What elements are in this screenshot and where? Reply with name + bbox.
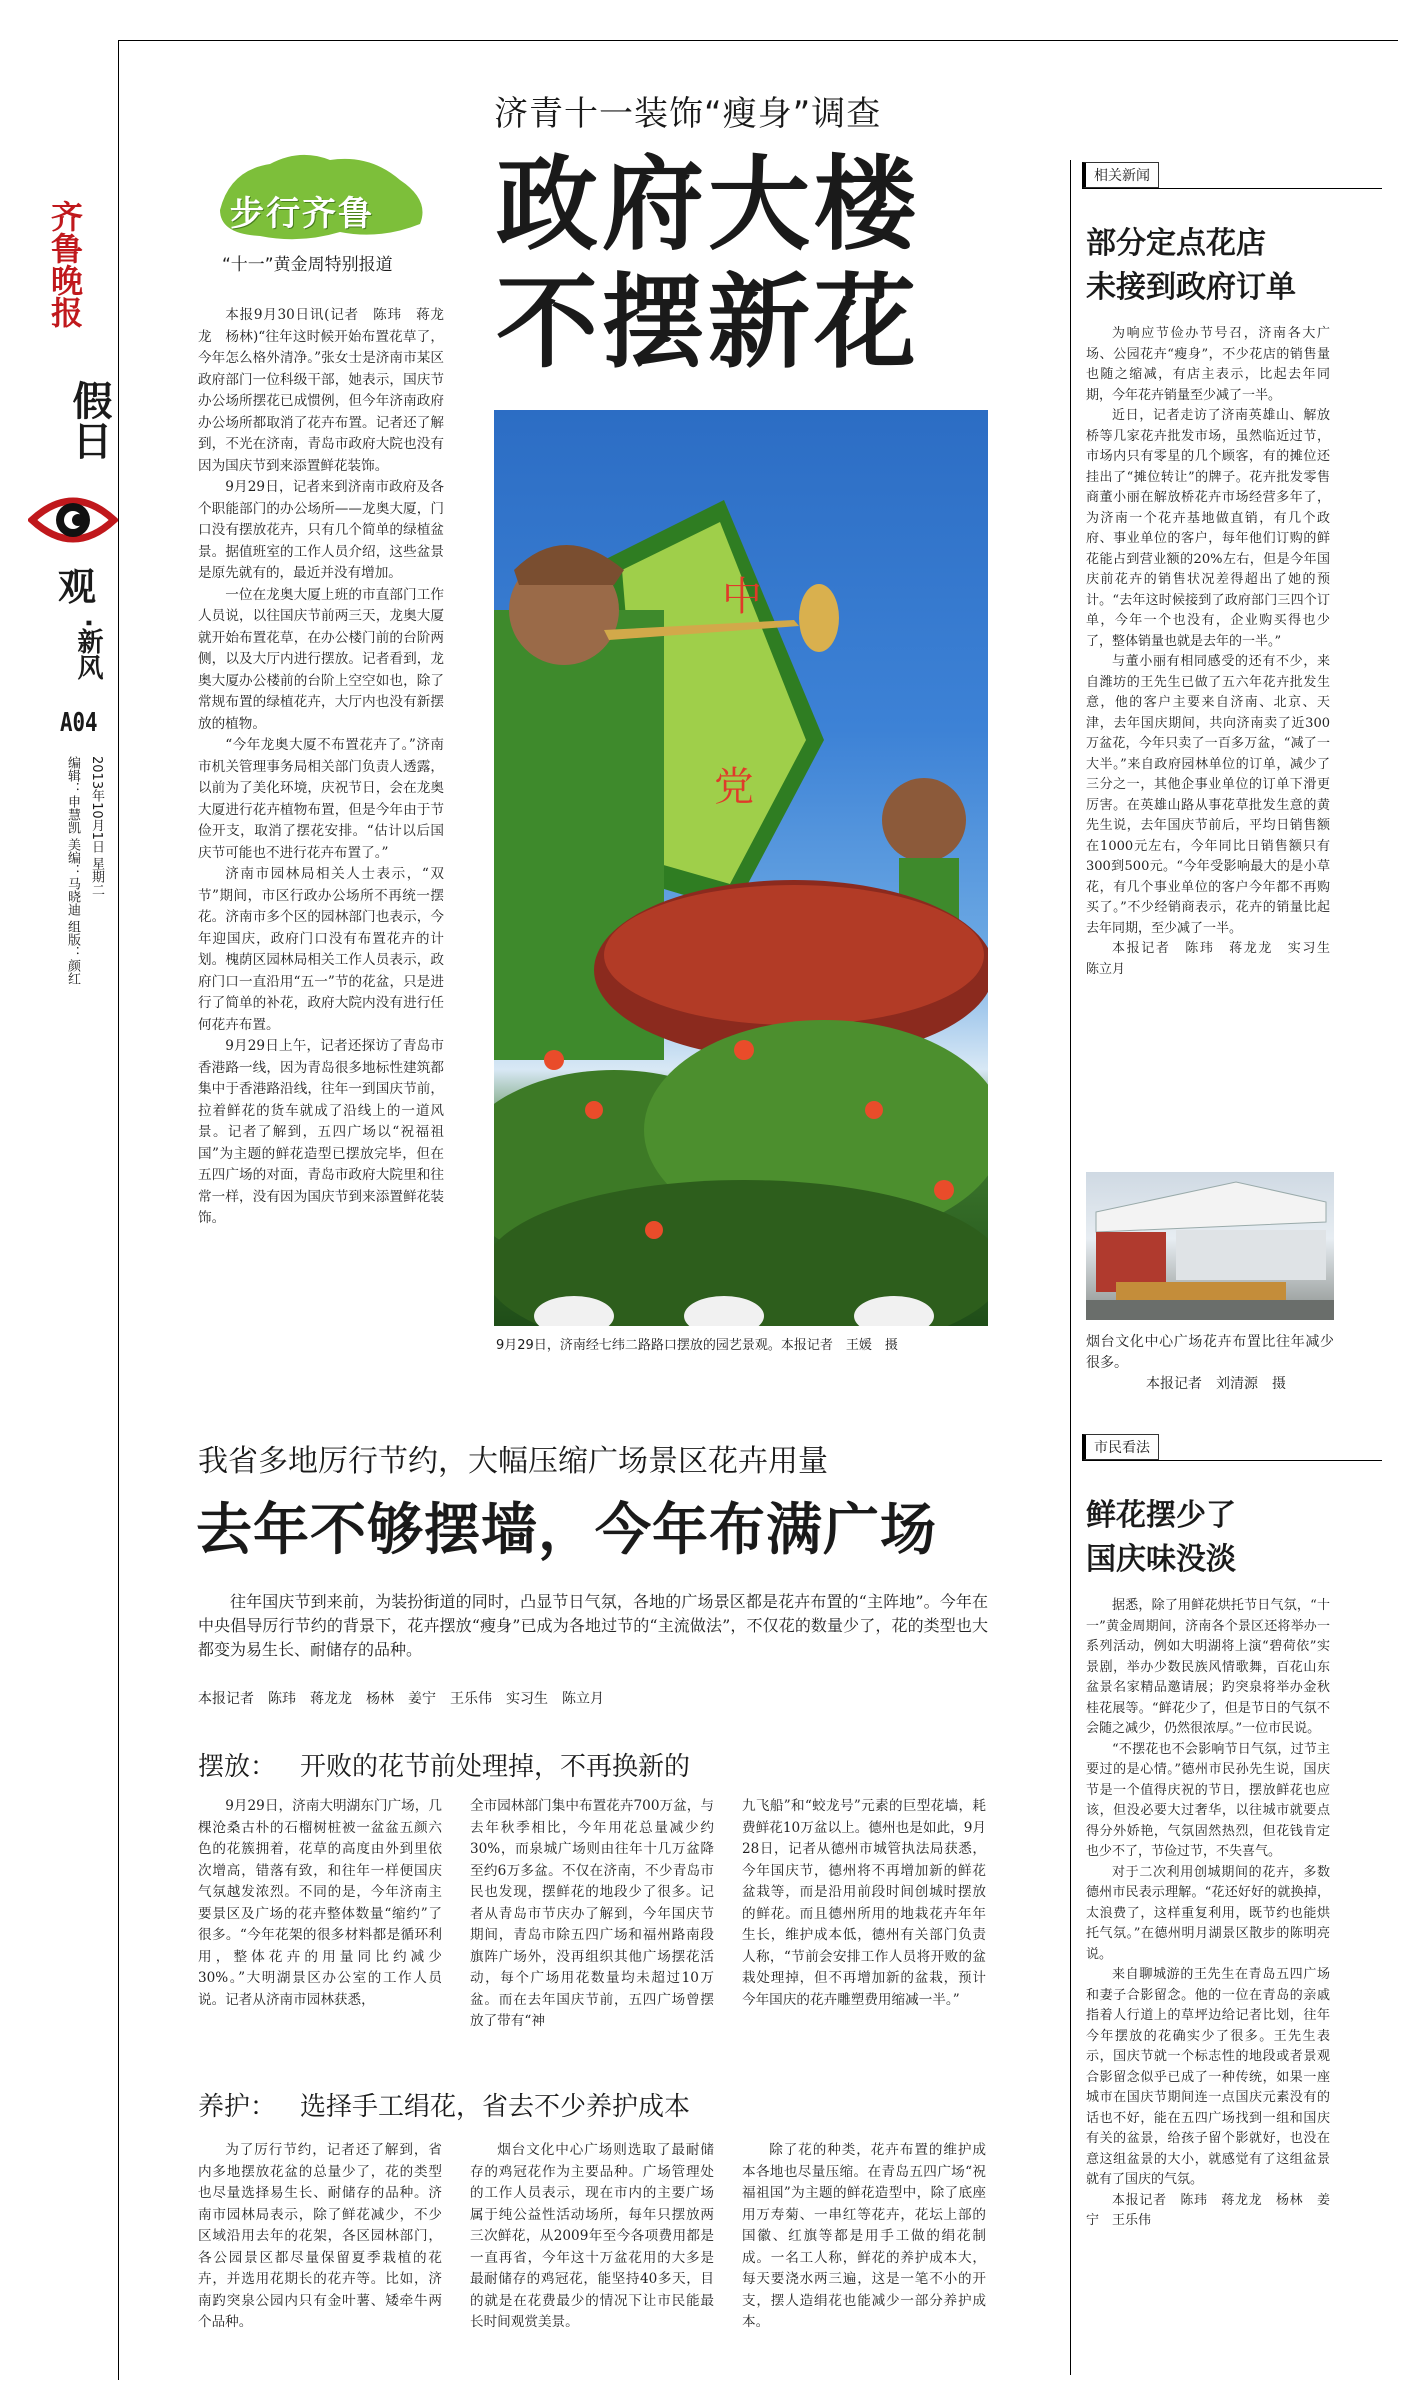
section-title-mid: 观 <box>58 565 97 609</box>
sub1-column: 九飞船”和“蛟龙号”元素的巨型花墙，耗费鲜花10万盆以上。德州也是如此，9月28日，记者从德州市城管执法局获悉，今年国庆节，德州将不再增加新的鲜花盆栽等，而是沿用前段时间创城时摆放的鲜花。而且德州所用的地栽花卉年年生长，维护成本低，德州有关部门负责人称，“节前会安排工作人员将开败的盆栽处理掉，但不再增加新的盆栽，预计今年国庆的花卉雕塑费用缩减一半。” <box>742 1798 986 2008</box>
sub1-label: 摆放： <box>198 1752 277 1782</box>
sidebar1-paragraph: 为响应节俭办节号召，济南各大广场、公园花卉“瘦身”，不少花店的销售量也随之缩减，有店主表示，比起去年同期，今年花卉销量至少减了一半。 <box>1086 326 1330 403</box>
sidebar1-photo-caption: 烟台文化中心广场花卉布置比往年减少很多。 <box>1086 1334 1334 1371</box>
sidebar1-paragraph: 近日，记者走访了济南英雄山、解放桥等几家花卉批发市场，虽然临近过节，市场内只有零星的几个顾客，有的摊位还挂出了“摊位转让”的牌子。花卉批发零售商董小丽在解放桥花卉市场经营多年了，为济南一个花卉基地做直销，有几个政府、事业单位的客户，每年他们订购的鲜花能占到营业额的20%左右，但是今年国庆前花卉的销售状况差得超出了她的预计。“去年这时候接到了政府部门三四个订单，今年一个也没有，企业购买得也少了，整体销量也就是去年的一半。” <box>1086 408 1330 649</box>
sidebar2-paragraph: “不摆花也不会影响节日气氛，过节主要过的是心情。”德州市民孙先生说，国庆节是一个值得庆祝的节日，摆放鲜花也应该，但没必要大过奢华，以往城市就要点得分外娇艳，气氛固然热烈，但花钱肯定也少不了，节俭过节，不失喜气。 <box>1086 1741 1330 1859</box>
sub2-label: 养护： <box>198 2092 277 2122</box>
sidebar1-paragraph: 本报记者 陈玮 蒋龙龙 实习生 陈立月 <box>1086 941 1344 977</box>
page-number: A04 <box>60 708 98 738</box>
sidebar2-rule <box>1082 1460 1382 1461</box>
sidebar1-rule <box>1082 188 1382 189</box>
dateline: 2013年10月1日 星期二 <box>89 756 104 897</box>
related-news-tag: 相关新闻 <box>1082 162 1159 188</box>
second-kicker: 我省多地厉行节约，大幅压缩广场景区花卉用量 <box>198 1444 828 1479</box>
sidebar-divider <box>1070 160 1071 2375</box>
section-subtitle: ·新风 <box>73 618 103 680</box>
second-headline: 去年不够摆墙，今年布满广场 <box>196 1497 937 1563</box>
sidebar1-paragraph: 与董小丽有相同感受的还有不少，来自潍坊的王先生已做了五六年花卉批发生意，他的客户主要来自济南、北京、天津，去年国庆期间，共向济南卖了近300万盆花，今年只卖了一百多万盆，“减了一大半。”来自政府园林单位的订单，减少了三分之一，其他企事业单位的订单下滑更厉害。在英雄山路从事花草批发生意的黄先生说，去年国庆节前后，平均日销售额在1000元左右，今年同比日销售额只有300到500元。“今年受影响最大的是小草花，有几个事业单位的客户今年都不再购买了。”不少经销商表示，花卉的销量比起去年同期，至少减了一半。 <box>1086 654 1330 936</box>
sidebar1-title-2: 未接到政府订单 <box>1086 270 1296 305</box>
sub1-column: 全市园林部门集中布置花卉700万盆，与去年秋季相比，今年用花总量减少约30%，而泉城广场则由往年十几万盆降至约6万多盆。不仅在济南，不少青岛市民也发现，摆鲜花的地段少了很多。记者从青岛市节庆办了解到，今年国庆节期间，青岛市除五四广场和福州路南段旗阵广场外，没再组织其他广场摆花活动，每个广场用花数量均未超过10万盆。而在去年国庆节前，五四广场曾摆放了带有“神 <box>470 1798 714 2029</box>
sidebar2-paragraph: 对于二次利用创城期间的花卉，多数德州市民表示理解。“花还好好的就换掉，太浪费了，这样重复利用，既节约也能烘托气氛。”在德州明月湖景区散步的陈明亮说。 <box>1086 1864 1330 1962</box>
eye-logo-icon <box>28 490 118 550</box>
sidebar2-title-1: 鲜花摆少了 <box>1086 1498 1236 1533</box>
sub2-column: 为了厉行节约，记者还了解到，省内多地摆放花盆的总量少了，花的类型也尽量选择易生长、耐储存的品种。济南市园林局表示，除了鲜花减少，不少区域沿用去年的花架，各区园林部门，各公园景区都尽量保留夏季栽植的花卉，并选用花期长的花卉等。比如，济南趵突泉公园内只有金叶薯、矮牵牛两个品种。 <box>198 2142 442 2330</box>
second-lead: 往年国庆节到来前，为装扮街道的同时，凸显节日气氛，各地的广场景区都是花卉布置的“主阵地”。今年在中央倡导厉行节约的背景下，花卉摆放“瘦身”已成为各地过节的“主流做法”，不仅花的数量少了，花的类型也大都变为易生长、耐储存的品种。 <box>198 1592 988 1659</box>
lead-photo <box>494 410 988 1326</box>
lead-headline-2: 不摆新花 <box>496 263 920 383</box>
sidebar2-title-2: 国庆味没淡 <box>1086 1542 1236 1577</box>
sidebar1-photo-credit: 本报记者 刘清源 摄 <box>1146 1376 1286 1392</box>
second-byline: 本报记者 陈玮 蒋龙龙 杨林 姜宁 王乐伟 实习生 陈立月 <box>198 1691 604 1707</box>
lead-kicker: 济青十一装饰“瘦身”调查 <box>494 94 882 134</box>
sidebar2-paragraph: 据悉，除了用鲜花烘托节日气氛，“十一”黄金周期间，济南各个景区还将举办一系列活动，例如大明湖将上演“碧荷依”实景剧，举办少数民族风情歌舞，百花山东盆景名家精品邀请展；趵突泉将举办金秋桂花展等。“鲜花少了，但是节日的气氛不会随之减少，仍然很浓厚。”一位市民说。 <box>1086 1598 1330 1736</box>
lead-headline-1: 政府大楼 <box>496 145 920 265</box>
sidebar1-photo <box>1086 1172 1334 1320</box>
section-title-top: 假日 <box>66 380 112 460</box>
lead-article-body <box>198 305 444 1230</box>
svg-text:党: 党 <box>714 764 754 810</box>
lead-paragraph: 9月29日上午，记者还探访了青岛市香港路一线，因为青岛很多地标性建筑都集中于香港路沿线，往年一到国庆节前，拉着鲜花的货车就成了沿线上的一道风景。记者了解到，五四广场以“祝福祖国”为主题的鲜花造型已摆放完毕，但在五四广场的对面，青岛市政府大院里和往常一样，没有因为国庆节到来添置鲜花装饰。 <box>198 1038 444 1226</box>
sub2-column: 除了花的种类，花卉布置的维护成本各地也尽量压缩。在青岛五四广场“祝福祖国”为主题的鲜花造型中，除了底座用万寿菊、一串红等花卉，花坛上部的国徽、红旗等都是用手工做的绢花制成。一名工人称，鲜花的养护成本大，每天要浇水两三遍，这是一笔不小的开支，摆人造绢花也能减少一部分养护成本。 <box>742 2142 986 2330</box>
lead-paragraph: “今年龙奥大厦不布置花卉了。”济南市机关管理事务局相关部门负责人透露，以前为了美化环境，庆祝节日，会在龙奥大厦进行花卉植物布置，但是今年由于节俭开支，取消了摆花安排。“估计以后国庆节可能也不进行花卉布置了。” <box>198 737 444 861</box>
lead-paragraph: 济南市园林局相关人士表示，“双节”期间，市区行政办公场所不再统一摆花。济南市多个区的园林部门也表示，今年迎国庆，政府门口没有布置花卉的计划。槐荫区园林局相关工作人员表示，政府门口一直沿用“五一”节的花盆，只是进行了简单的补花，政府大院内没有进行任何花卉布置。 <box>198 866 444 1033</box>
walking-qilu-logo <box>200 140 440 250</box>
logo-text: 步行齐鲁 <box>230 194 374 234</box>
logo-caption: “十一”黄金周特别报道 <box>222 255 393 275</box>
sub1-title: 开败的花节前处理掉，不再换新的 <box>300 1752 691 1782</box>
lead-paragraph: 一位在龙奥大厦上班的市直部门工作人员说，以往国庆节前两三天，龙奥大厦就开始布置花草，在办公楼门前的台阶两侧，以及大厅内进行摆放。记者看到，龙奥大厦办公楼前的台阶上空空如也，除了常规布置的绿植花卉，大厅内也没有新摆放的植物。 <box>198 586 444 732</box>
sidebar2-body <box>1086 1596 1330 2232</box>
lead-paragraph: 本报9月30日讯(记者 陈玮 蒋龙龙 杨林)“往年这时候开始布置花草了，今年怎么格外清净。”张女士是济南市某区政府部门一位科级干部，她表示，国庆节办公场所摆花已成惯例，但今年济南政府办公场所都取消了花卉布置。记者还了解到，不光在济南，青岛市政府大院也没有因为国庆节到来添置鲜花装饰。 <box>198 307 444 474</box>
editors-line: 编辑：申慧凯 美编：马晓迪 组版：颜红 <box>65 756 80 986</box>
masthead-brand: 齐鲁晚报 <box>46 200 84 328</box>
top-rule <box>118 40 1398 41</box>
sidebar1-body <box>1086 324 1344 980</box>
citizen-view-tag: 市民看法 <box>1082 1434 1159 1460</box>
sub2-column: 烟台文化中心广场则选取了最耐储存的鸡冠花作为主要品种。广场管理处的工作人员表示，现在市内的主要广场属于纯公益性活动场所，每年只摆放两三次鲜花，从2009年至今各项费用都是一直再省，今年这十万盆花用的大多是最耐储存的鸡冠花，能坚持40多天，目的就是在花费最少的情况下让市民能最长时间观赏美景。 <box>470 2142 714 2330</box>
sub1-column: 9月29日，济南大明湖东门广场，几棵沧桑古朴的石榴树桩被一盆盆五颜六色的花簇拥着，花草的高度由外到里依次增高，错落有致，和往年一样便国庆气氛越发浓烈。不同的是，今年济南主要景区及广场的花卉整体数量“缩约”了很多。“今年花架的很多材料都是循环利用，整体花卉的用量同比约减少30%。”大明湖景区办公室的工作人员说。记者从济南市园林获悉， <box>198 1798 442 2008</box>
svg-text:中: 中 <box>722 574 762 620</box>
masthead-divider <box>118 40 119 2380</box>
lead-paragraph: 9月29日，记者来到济南市政府及各个职能部门的办公场所——龙奥大厦，门口没有摆放花卉，只有几个简单的绿植盆景。据值班室的工作人员介绍，这些盆景是原先就有的，最近并没有增加。 <box>198 479 444 581</box>
lead-photo-caption: 9月29日，济南经七纬二路路口摆放的园艺景观。本报记者 王媛 摄 <box>496 1338 898 1353</box>
sub2-title: 选择手工绢花，省去不少养护成本 <box>300 2092 691 2122</box>
sidebar1-title-1: 部分定点花店 <box>1086 226 1266 261</box>
sidebar2-paragraph: 本报记者 陈玮 蒋龙龙 杨林 姜宁 王乐伟 <box>1086 2192 1330 2228</box>
sidebar2-paragraph: 来自聊城游的王先生在青岛五四广场和妻子合影留念。他的一位在青岛的亲戚指着人行道上的草坪边给记者比划，往年今年摆放的花确实少了很多。王先生表示，国庆节就一个标志性的地段或者景观合影留念似乎已成了一种传统，如果一座城市在国庆节期间连一点国庆元素没有的话也不好，能在五四广场找到一组和国庆有关的盆景，给孩子留个影就好，也没在意这组盆景的大小，就感觉有了这组盆景就有了国庆的气氛。 <box>1086 1967 1330 2187</box>
